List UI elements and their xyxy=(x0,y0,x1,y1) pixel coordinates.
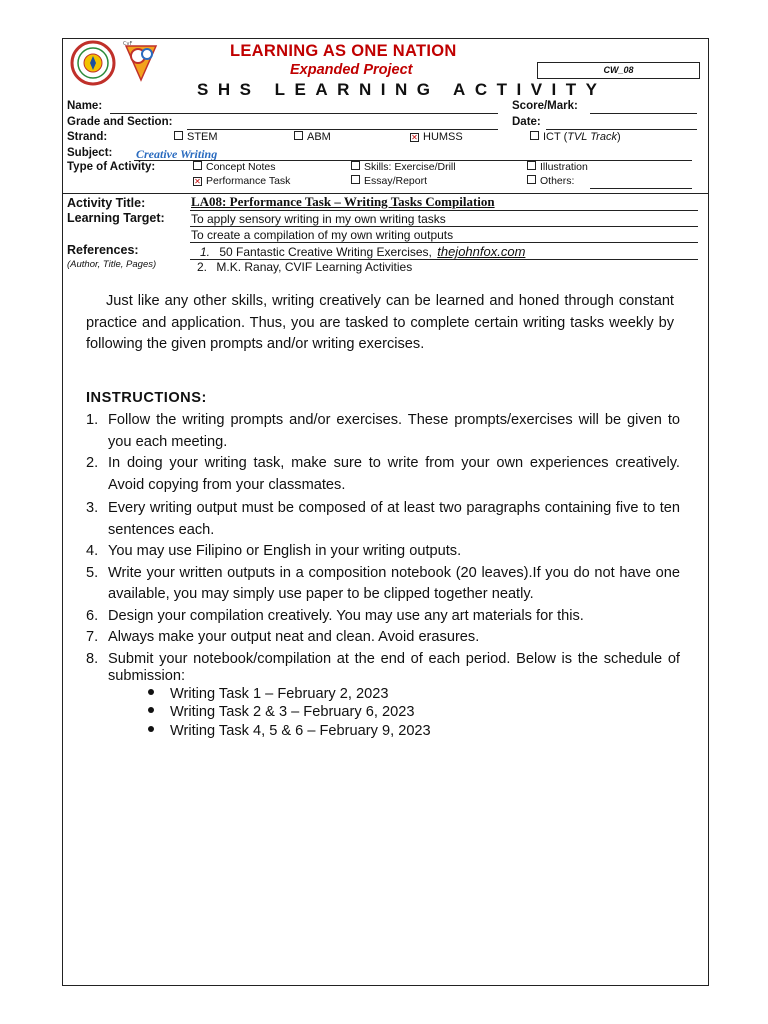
instruction-item xyxy=(86,453,680,496)
type-essay-report[interactable] xyxy=(351,175,427,187)
strand-stem[interactable] xyxy=(174,131,218,143)
header-subtitle: Expanded Project xyxy=(290,62,413,78)
references-sublabel: (Author, Title, Pages) xyxy=(67,259,157,270)
stem-checkbox[interactable] xyxy=(174,131,183,140)
activity-heading: SHS LEARNING ACTIVITY xyxy=(197,80,607,99)
schedule-text: Writing Task 2 & 3 – February 6, 2023 xyxy=(170,704,415,720)
others-checkbox[interactable] xyxy=(527,175,536,184)
instruction-number: 4. xyxy=(86,543,99,559)
subject-label: Subject: xyxy=(67,147,113,159)
schedule-item xyxy=(148,703,680,722)
instruction-item xyxy=(86,627,680,649)
schedule-item xyxy=(148,685,680,704)
bullet-icon xyxy=(148,726,154,732)
instruction-item xyxy=(86,563,680,606)
strand-abm[interactable] xyxy=(294,131,331,143)
learning-target-1-underline xyxy=(190,226,698,227)
schedule-list xyxy=(86,685,680,741)
instructions-heading: INSTRUCTIONS: xyxy=(86,390,207,406)
others-field[interactable] xyxy=(590,188,692,189)
skills-label: Skills: Exercise/Drill xyxy=(364,161,456,173)
learning-target-2: To create a compilation of my own writing outputs xyxy=(191,228,454,242)
instruction-number: 2. xyxy=(86,455,99,471)
deped-logo xyxy=(118,38,164,84)
reference-1-link[interactable]: thejohnfox.com xyxy=(437,244,526,259)
instruction-number: 7. xyxy=(86,629,99,645)
concept-notes-label: Concept Notes xyxy=(206,161,276,173)
instruction-number: 5. xyxy=(86,564,99,581)
subject-value: Creative Writing xyxy=(136,147,218,161)
instruction-item xyxy=(86,541,680,563)
abm-label: ABM xyxy=(307,131,331,143)
name-field[interactable] xyxy=(110,113,498,114)
schedule-text: Writing Task 4, 5 & 6 – February 9, 2023 xyxy=(170,722,431,739)
others-label: Others: xyxy=(540,175,575,187)
reference-2-number: 2. xyxy=(197,260,208,274)
instruction-text: Every writing output must be composed of at least two paragraphs containing five to ten sentences each. xyxy=(108,500,680,538)
reference-1-number: 1. xyxy=(200,245,211,259)
strand-label: Strand: xyxy=(67,131,108,143)
grade-field[interactable] xyxy=(187,129,498,130)
instruction-item xyxy=(86,651,680,685)
reference-2-text: M.K. Ranay, CVIF Learning Activities xyxy=(216,260,413,274)
instruction-number: 1. xyxy=(86,412,99,428)
ict-close-paren: ) xyxy=(616,131,621,143)
essay-report-label: Essay/Report xyxy=(364,175,428,187)
learning-target-1: To apply sensory writing in my own writing tasks xyxy=(191,212,446,226)
performance-task-checkbox-checked[interactable]: ✕ xyxy=(194,177,201,186)
instruction-text: Submit your notebook/compilation at the end of each period. Below is the schedule of submission: xyxy=(108,650,680,684)
concept-notes-checkbox[interactable] xyxy=(193,161,202,170)
schedule-text: Writing Task 1 – February 2, 2023 xyxy=(170,685,389,702)
ict-checkbox[interactable] xyxy=(530,131,539,140)
learning-target-2-underline xyxy=(190,242,698,243)
strand-ict[interactable] xyxy=(530,131,621,143)
instruction-text: Follow the writing prompts and/or exercises. These prompts/exercises will be given to you each meeting. xyxy=(108,412,680,450)
humss-label: HUMSS xyxy=(423,131,463,143)
humss-checkbox-checked[interactable]: ✕ xyxy=(411,133,418,142)
instruction-number: 6. xyxy=(86,607,99,624)
activity-title-label: Activity Title: xyxy=(67,196,146,210)
instruction-text: In doing your writing task, make sure to write from your own experiences creatively. Avoid copying from your classmates. xyxy=(108,455,680,493)
score-field[interactable] xyxy=(590,113,697,114)
instruction-number: 3. xyxy=(86,500,99,516)
type-others[interactable] xyxy=(527,175,574,187)
instruction-item xyxy=(86,498,680,541)
type-skills[interactable] xyxy=(351,161,456,173)
references-label: References: xyxy=(67,243,139,257)
illustration-checkbox[interactable] xyxy=(527,161,536,170)
instruction-item xyxy=(86,410,680,453)
bullet-icon xyxy=(148,689,154,695)
strand-humss[interactable] xyxy=(410,131,463,143)
illustration-label: Illustration xyxy=(540,161,588,173)
instruction-text: Design your compilation creatively. You may use any art materials for this. xyxy=(108,607,584,624)
date-label: Date: xyxy=(512,116,541,128)
grade-label: Grade and Section: xyxy=(67,116,173,128)
performance-task-label: Performance Task xyxy=(206,175,291,187)
learning-target-label: Learning Target: xyxy=(67,211,165,225)
type-label: Type of Activity: xyxy=(67,161,156,173)
ict-label: ICT ( xyxy=(543,131,568,143)
stem-label: STEM xyxy=(187,131,218,143)
intro-paragraph: Just like any other skills, writing creatively can be learned and honed through constant practice and application. Thus, you are tasked to complete certain writing tasks weekly by following the given prompts and/or writing exercises. xyxy=(86,293,674,352)
instruction-text: Always make your output neat and clean. Avoid erasures. xyxy=(108,629,480,645)
score-label: Score/Mark: xyxy=(512,100,578,112)
header-title: LEARNING AS ONE NATION xyxy=(230,42,457,60)
activity-title-underline xyxy=(190,210,698,211)
bullet-icon xyxy=(148,707,154,713)
instruction-text: You may use Filipino or English in your writing outputs. xyxy=(108,543,462,559)
skills-checkbox[interactable] xyxy=(351,161,360,170)
type-performance-task[interactable] xyxy=(193,175,290,187)
date-field[interactable] xyxy=(546,129,697,130)
instruction-text: Write your written outputs in a composition notebook (20 leaves).If you do not have one available, you may simply use paper to be clipped together neatly. xyxy=(108,564,680,602)
abm-checkbox[interactable] xyxy=(294,131,303,140)
reference-1 xyxy=(200,244,525,259)
schedule-item xyxy=(148,722,680,741)
instructions-list xyxy=(86,410,680,740)
school-seal-logo xyxy=(70,40,116,86)
instruction-number: 8. xyxy=(86,650,99,667)
reference-1-text: 50 Fantastic Creative Writing Exercises, xyxy=(219,245,432,259)
essay-report-checkbox[interactable] xyxy=(351,175,360,184)
type-illustration[interactable] xyxy=(527,161,588,173)
svg-text:CvF: CvF xyxy=(123,41,133,47)
name-label: Name: xyxy=(67,100,103,112)
ict-track-label: TVL Track xyxy=(567,131,617,143)
type-concept-notes[interactable] xyxy=(193,161,275,173)
reference-2 xyxy=(197,260,412,274)
activity-code: CW_08 xyxy=(537,62,700,79)
instruction-item xyxy=(86,606,680,628)
activity-title-value: LA08: Performance Task – Writing Tasks Compilation xyxy=(191,194,495,209)
